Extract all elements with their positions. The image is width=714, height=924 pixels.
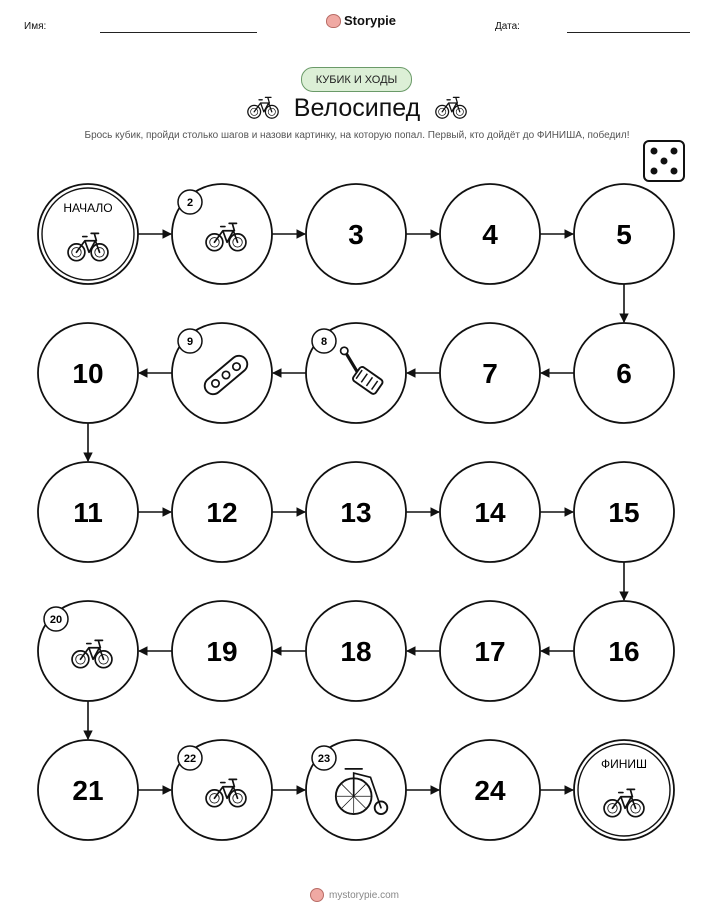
cell-number: 5 — [616, 219, 632, 250]
cell-number: 3 — [348, 219, 364, 250]
cell-number: 18 — [340, 636, 372, 667]
cell-number: 14 — [474, 497, 506, 528]
cell-number: 4 — [482, 219, 498, 250]
footer — [310, 888, 399, 902]
finish-cell — [574, 740, 674, 840]
cell-number: 20 — [49, 614, 63, 626]
cell-number: 21 — [72, 775, 104, 806]
start-cell — [38, 184, 138, 284]
dice-five-icon — [644, 141, 684, 181]
board-cell — [440, 184, 540, 284]
board-cell — [38, 740, 138, 840]
board-cell — [306, 601, 406, 701]
board-cell — [172, 184, 272, 284]
activity-badge: КУБИК И ХОДЫ — [301, 67, 412, 92]
cell-number: 2 — [186, 197, 194, 209]
board-cell — [440, 601, 540, 701]
cell-number: 16 — [608, 636, 640, 667]
board-cell — [574, 601, 674, 701]
cell-number: 24 — [474, 775, 506, 806]
board-cell — [306, 323, 406, 423]
title-bike-left-icon — [248, 97, 278, 118]
cell-number: 17 — [474, 636, 506, 667]
board-cells — [38, 184, 674, 840]
cell-label: ФИНИШ — [600, 757, 648, 771]
brand-name: Storypie — [344, 13, 397, 28]
cell-label: НАЧАЛО — [63, 201, 113, 215]
board-cell — [172, 601, 272, 701]
board-cell — [440, 323, 540, 423]
cell-number: 19 — [206, 636, 238, 667]
footer-url: mystorypie.com — [329, 889, 400, 901]
cell-number: 23 — [317, 753, 331, 765]
cell-number: 10 — [72, 358, 104, 389]
board-cell — [306, 462, 406, 562]
cell-number: 7 — [482, 358, 498, 389]
board-cell — [574, 462, 674, 562]
board-cell — [172, 740, 272, 840]
cell-number: 8 — [320, 336, 328, 348]
board-cell — [574, 184, 674, 284]
board-cell — [172, 462, 272, 562]
cell-number: 11 — [73, 497, 103, 528]
board-cell — [38, 601, 138, 701]
cell-number: 6 — [616, 358, 632, 389]
board-cell — [306, 740, 406, 840]
instructions: Брось кубик, пройди столько шагов и назови картинку, на которую попал. Первый, кто дойдёт до ФИНИША, победил! — [84, 130, 630, 141]
page-title: Велосипед — [293, 94, 421, 122]
cell-number: 22 — [183, 753, 197, 765]
board-cell — [38, 323, 138, 423]
board-cell — [38, 462, 138, 562]
pig-footer-icon — [310, 888, 324, 902]
board-cell — [574, 323, 674, 423]
cell-number: 9 — [186, 336, 194, 348]
board-cell — [440, 462, 540, 562]
board-cell — [306, 184, 406, 284]
cell-number: 12 — [206, 497, 238, 528]
board-cell — [172, 323, 272, 423]
name-label: Имя: — [24, 21, 47, 32]
date-label: Дата: — [495, 21, 520, 32]
title-bike-right-icon — [436, 97, 466, 118]
cell-number: 15 — [608, 497, 640, 528]
cell-number: 13 — [340, 497, 372, 528]
board-cell — [440, 740, 540, 840]
